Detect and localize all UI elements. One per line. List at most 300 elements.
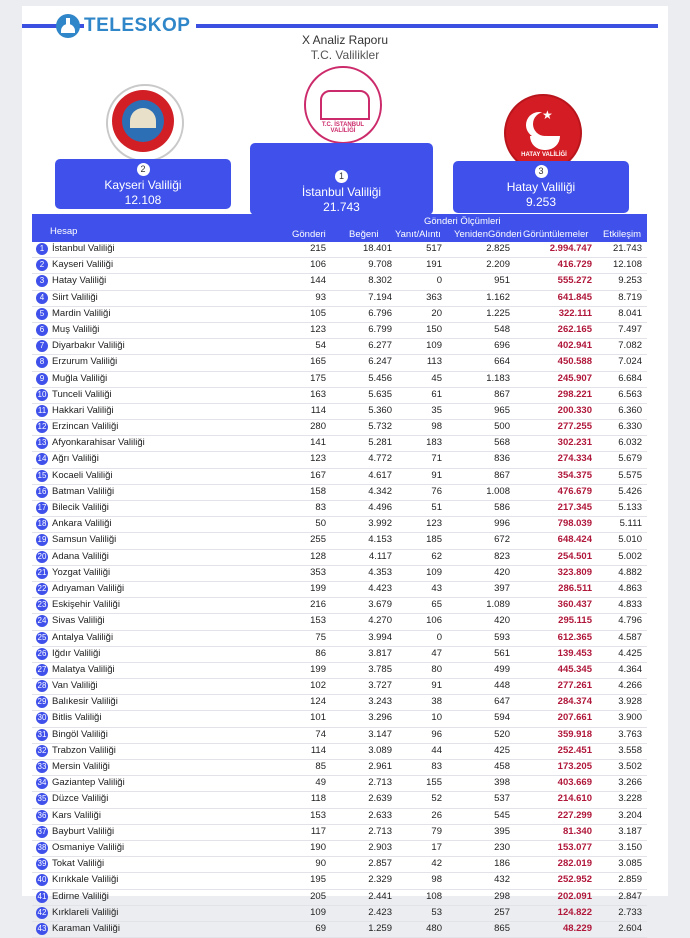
row-views: 200.330 xyxy=(557,404,592,416)
row-replies: 42 xyxy=(431,858,442,870)
row-likes: 4.496 xyxy=(368,502,392,513)
row-rank-badge: 28 xyxy=(37,681,47,691)
row-views: 81.340 xyxy=(562,825,592,837)
row-engagement: 12.108 xyxy=(612,259,642,271)
podium-score: 21.743 xyxy=(323,200,360,214)
row-account-name: Karaman Valiliği xyxy=(52,922,120,934)
row-views: 252.952 xyxy=(557,874,592,886)
row-engagement: 3.502 xyxy=(618,761,642,772)
row-replies: 47 xyxy=(431,647,442,659)
row-account-name: Trabzon Valiliği xyxy=(52,744,116,756)
row-posts: 86 xyxy=(315,647,326,659)
row-reposts: 2.825 xyxy=(486,243,510,254)
row-likes: 4.117 xyxy=(368,550,392,562)
row-replies: 10 xyxy=(431,712,442,724)
row-views: 798.039 xyxy=(557,518,592,530)
row-posts: 190 xyxy=(310,841,326,853)
row-reposts: 397 xyxy=(494,582,510,594)
row-engagement: 4.425 xyxy=(618,647,642,659)
row-rank-badge: 43 xyxy=(37,923,47,933)
row-engagement: 4.587 xyxy=(618,631,642,643)
row-rank-badge: 11 xyxy=(37,405,47,415)
row-account-name: Erzincan Valiliği xyxy=(52,421,119,433)
row-account-name: Kayseri Valiliği xyxy=(52,259,114,271)
row-rank-badge: 29 xyxy=(37,697,47,707)
row-reposts: 836 xyxy=(494,453,510,465)
row-replies: 51 xyxy=(431,502,442,513)
row-likes: 3.994 xyxy=(368,631,392,643)
row-engagement: 7.082 xyxy=(618,340,642,352)
row-account-name: Ağrı Valiliği xyxy=(52,453,99,465)
row-account-name: Afyonkarahisar Valiliği xyxy=(52,437,145,449)
podium-account-name: İstanbul Valiliği xyxy=(301,185,382,199)
table-row xyxy=(32,404,647,420)
row-replies: 185 xyxy=(426,534,442,546)
row-account-name: Kırıkkale Valiliği xyxy=(52,874,119,886)
row-account-name: Kocaeli Valiliği xyxy=(52,469,113,481)
row-rank-badge: 19 xyxy=(37,535,47,545)
row-views: 153.077 xyxy=(557,841,592,853)
row-rank-badge: 6 xyxy=(36,324,48,336)
row-views: 202.091 xyxy=(557,890,592,902)
row-rank-badge: 30 xyxy=(37,713,47,723)
row-posts: 353 xyxy=(310,566,326,578)
table-row xyxy=(32,339,647,355)
table-row xyxy=(32,679,647,695)
row-account-name: Bingöl Valiliği xyxy=(52,728,108,740)
row-likes: 6.277 xyxy=(368,340,392,352)
row-rank-badge: 31 xyxy=(37,729,47,739)
row-replies: 79 xyxy=(431,825,442,837)
podium-account-name: Kayseri Valiliği xyxy=(104,178,182,192)
row-views: 227.299 xyxy=(557,809,592,821)
row-replies: 76 xyxy=(431,485,442,497)
row-account-name: Yozgat Valiliği xyxy=(52,566,111,578)
row-reposts: 499 xyxy=(494,663,510,675)
istanbul-emblem-icon xyxy=(304,66,382,144)
row-posts: 123 xyxy=(310,323,326,335)
row-reposts: 568 xyxy=(494,437,510,449)
row-reposts: 1.162 xyxy=(486,291,510,303)
row-views: 277.255 xyxy=(557,421,592,433)
row-replies: 61 xyxy=(431,388,442,400)
table-row xyxy=(32,890,647,906)
row-posts: 199 xyxy=(310,582,326,594)
row-likes: 18.401 xyxy=(362,243,392,254)
header-engagement: Etkileşim xyxy=(603,229,642,240)
table-row xyxy=(32,760,647,776)
row-engagement: 2.859 xyxy=(618,874,642,886)
table-row xyxy=(32,420,647,436)
table-header xyxy=(32,214,647,242)
row-account-name: Muş Valiliği xyxy=(52,323,100,335)
row-posts: 50 xyxy=(315,518,326,530)
row-engagement: 5.010 xyxy=(618,534,642,546)
row-engagement: 4.364 xyxy=(618,663,642,675)
brand-name: TELESKOP xyxy=(84,15,196,37)
row-engagement: 6.360 xyxy=(618,404,642,416)
header-group: Gönderi Ölçümleri xyxy=(424,216,501,227)
row-account-name: Adıyaman Valiliği xyxy=(52,582,125,594)
table-row xyxy=(32,857,647,873)
row-rank-badge: 16 xyxy=(37,486,47,496)
row-views: 284.374 xyxy=(557,696,592,708)
table-row xyxy=(32,436,647,452)
row-reposts: 867 xyxy=(494,469,510,481)
row-rank-badge: 12 xyxy=(37,422,47,432)
row-posts: 199 xyxy=(310,663,326,675)
row-reposts: 965 xyxy=(494,404,510,416)
table-row xyxy=(32,792,647,808)
row-replies: 155 xyxy=(426,777,442,789)
row-replies: 62 xyxy=(431,550,442,562)
row-views: 124.822 xyxy=(557,906,592,918)
row-posts: 105 xyxy=(310,307,326,319)
row-reposts: 420 xyxy=(494,615,510,627)
row-views: 612.365 xyxy=(557,631,592,643)
row-engagement: 21.743 xyxy=(612,243,642,254)
row-likes: 3.785 xyxy=(368,663,392,675)
row-posts: 83 xyxy=(315,502,326,513)
row-posts: 167 xyxy=(310,469,326,481)
row-account-name: Balıkesir Valiliği xyxy=(52,696,118,708)
table-row xyxy=(32,598,647,614)
row-replies: 98 xyxy=(431,421,442,433)
row-likes: 2.857 xyxy=(368,858,392,870)
row-likes: 3.243 xyxy=(368,696,392,708)
report-subtitle: T.C. Valilikler xyxy=(310,48,380,62)
row-posts: 117 xyxy=(310,825,326,837)
table-row xyxy=(32,242,647,258)
row-views: 173.205 xyxy=(557,761,592,772)
row-likes: 3.147 xyxy=(368,728,392,740)
row-replies: 106 xyxy=(426,615,442,627)
row-rank-badge: 10 xyxy=(37,389,47,399)
row-posts: 215 xyxy=(310,243,326,254)
header-reposts: YenidenGönderi xyxy=(454,229,522,240)
row-views: 252.451 xyxy=(557,744,592,756)
table-row xyxy=(32,614,647,630)
row-account-name: Hatay Valiliği xyxy=(52,275,107,287)
row-views: 207.661 xyxy=(557,712,592,724)
table-row xyxy=(32,323,647,339)
podium-rank-badge: 3 xyxy=(535,165,548,178)
row-reposts: 672 xyxy=(494,534,510,546)
row-rank-badge: 2 xyxy=(36,259,48,271)
podium-second xyxy=(55,159,231,209)
row-replies: 20 xyxy=(431,307,442,319)
row-reposts: 395 xyxy=(494,825,510,837)
row-rank-badge: 17 xyxy=(37,503,47,512)
row-replies: 113 xyxy=(426,356,442,368)
row-views: 298.221 xyxy=(557,388,592,400)
table-row xyxy=(32,355,647,371)
row-likes: 2.713 xyxy=(368,777,392,789)
row-reposts: 865 xyxy=(494,922,510,934)
row-likes: 4.772 xyxy=(368,453,392,465)
row-engagement: 8.041 xyxy=(618,307,642,319)
table-row xyxy=(32,776,647,792)
row-views: 323.809 xyxy=(557,566,592,578)
row-engagement: 3.150 xyxy=(618,841,642,853)
row-reposts: 425 xyxy=(494,744,510,756)
row-posts: 114 xyxy=(310,404,326,416)
hatay-emblem-text: HATAY VALİLİĞİ xyxy=(521,152,567,158)
row-rank-badge: 20 xyxy=(37,551,47,561)
row-posts: 175 xyxy=(310,372,326,384)
row-replies: 109 xyxy=(426,340,442,352)
row-engagement: 6.563 xyxy=(618,388,642,400)
table-row xyxy=(32,274,647,290)
row-replies: 35 xyxy=(431,404,442,416)
row-account-name: Iğdır Valiliği xyxy=(52,647,101,659)
table-row xyxy=(32,841,647,857)
header-likes: Beğeni xyxy=(349,229,379,240)
row-replies: 91 xyxy=(431,469,442,481)
row-replies: 83 xyxy=(431,761,442,772)
table-row xyxy=(32,631,647,647)
row-replies: 517 xyxy=(426,243,442,254)
row-posts: 109 xyxy=(310,906,326,918)
row-likes: 4.342 xyxy=(368,485,392,497)
row-rank-badge: 24 xyxy=(37,616,47,626)
row-rank-badge: 32 xyxy=(37,745,47,755)
row-account-name: Bitlis Valiliği xyxy=(52,712,102,724)
table-body xyxy=(32,242,647,938)
row-posts: 124 xyxy=(310,696,326,708)
row-replies: 71 xyxy=(431,453,442,465)
table-row xyxy=(32,906,647,922)
row-account-name: Hakkari Valiliği xyxy=(52,404,114,416)
row-views: 476.679 xyxy=(557,485,592,497)
row-engagement: 6.330 xyxy=(618,421,642,433)
row-posts: 141 xyxy=(310,437,326,449)
row-account-name: Tokat Valiliği xyxy=(52,858,105,870)
hatay-emblem-icon: ★ HATAY VALİLİĞİ xyxy=(504,94,582,172)
row-rank-badge: 21 xyxy=(37,567,47,577)
row-likes: 3.992 xyxy=(368,518,392,530)
row-replies: 96 xyxy=(431,728,442,740)
table-row xyxy=(32,825,647,841)
row-reposts: 594 xyxy=(494,712,510,724)
row-engagement: 3.763 xyxy=(618,728,642,740)
row-replies: 53 xyxy=(431,906,442,918)
table-row xyxy=(32,452,647,468)
row-account-name: İstanbul Valiliği xyxy=(52,243,115,254)
row-replies: 17 xyxy=(431,841,442,853)
row-posts: 90 xyxy=(315,858,326,870)
table-row xyxy=(32,517,647,533)
row-posts: 205 xyxy=(310,890,326,902)
row-likes: 6.799 xyxy=(368,323,392,335)
row-account-name: Eskişehir Valiliği xyxy=(52,599,120,611)
podium-account-name: Hatay Valiliği xyxy=(506,180,576,194)
row-replies: 43 xyxy=(431,582,442,594)
row-account-name: Antalya Valiliği xyxy=(52,631,114,643)
row-likes: 2.903 xyxy=(368,841,392,853)
row-likes: 3.089 xyxy=(368,744,392,756)
row-reposts: 867 xyxy=(494,388,510,400)
row-rank-badge: 5 xyxy=(36,308,48,320)
row-rank-badge: 7 xyxy=(36,340,48,352)
row-views: 445.345 xyxy=(557,663,592,675)
row-likes: 4.270 xyxy=(368,615,392,627)
row-account-name: Muğla Valiliği xyxy=(52,372,108,384)
row-views: 274.334 xyxy=(557,453,592,465)
row-views: 322.111 xyxy=(558,307,592,319)
row-engagement: 4.796 xyxy=(618,615,642,627)
row-account-name: Adana Valiliği xyxy=(52,550,109,562)
row-posts: 123 xyxy=(310,453,326,465)
row-views: 354.375 xyxy=(557,469,592,481)
row-likes: 6.247 xyxy=(368,356,392,368)
row-account-name: Kars Valiliği xyxy=(52,809,101,821)
row-views: 262.165 xyxy=(557,323,592,335)
row-likes: 5.281 xyxy=(368,437,392,449)
row-posts: 165 xyxy=(310,356,326,368)
row-account-name: Erzurum Valiliği xyxy=(52,356,118,368)
row-account-name: Bayburt Valiliği xyxy=(52,825,115,837)
row-likes: 1.259 xyxy=(368,922,392,934)
row-engagement: 3.900 xyxy=(618,712,642,724)
row-views: 282.019 xyxy=(557,858,592,870)
row-posts: 101 xyxy=(310,712,326,724)
row-engagement: 8.719 xyxy=(618,291,642,303)
row-likes: 2.961 xyxy=(368,761,392,772)
row-rank-badge: 35 xyxy=(37,794,47,804)
table-row xyxy=(32,501,647,517)
row-rank-badge: 40 xyxy=(37,875,47,885)
row-replies: 0 xyxy=(436,631,442,643)
row-reposts: 2.209 xyxy=(486,259,510,271)
table-row xyxy=(32,582,647,598)
row-posts: 102 xyxy=(310,680,326,692)
row-engagement: 2.847 xyxy=(618,890,642,902)
row-views: 450.588 xyxy=(557,356,592,368)
istanbul-emblem-text: T.C. İSTANBUL VALİLİĞİ xyxy=(321,122,365,134)
row-likes: 4.617 xyxy=(368,469,392,481)
row-likes: 7.194 xyxy=(368,291,392,303)
row-rank-badge: 13 xyxy=(37,438,47,448)
row-views: 277.261 xyxy=(557,680,592,692)
row-engagement: 6.032 xyxy=(618,437,642,449)
row-rank-badge: 37 xyxy=(37,826,47,836)
row-reposts: 1.008 xyxy=(486,485,510,497)
row-account-name: Ankara Valiliği xyxy=(52,518,112,530)
row-replies: 480 xyxy=(426,922,442,934)
report-sheet xyxy=(22,6,668,934)
row-posts: 255 xyxy=(310,534,326,546)
row-views: 2.994.747 xyxy=(549,243,592,254)
row-replies: 109 xyxy=(426,566,442,578)
row-reposts: 298 xyxy=(494,890,510,902)
row-views: 416.729 xyxy=(557,259,592,271)
row-rank-badge: 36 xyxy=(37,810,47,820)
row-replies: 98 xyxy=(431,874,442,886)
row-posts: 93 xyxy=(315,291,326,303)
row-engagement: 4.882 xyxy=(618,566,642,578)
table-row xyxy=(32,307,647,323)
row-account-name: Düzce Valiliği xyxy=(52,793,109,805)
row-views: 48.229 xyxy=(562,922,592,934)
row-rank-badge: 23 xyxy=(37,600,47,610)
row-account-name: Van Valiliği xyxy=(52,680,98,692)
row-likes: 3.817 xyxy=(368,647,392,659)
row-posts: 49 xyxy=(315,777,326,789)
row-likes: 5.732 xyxy=(368,421,392,433)
row-reposts: 1.183 xyxy=(486,372,510,384)
row-engagement: 6.684 xyxy=(618,372,642,384)
row-likes: 2.329 xyxy=(368,874,392,886)
row-engagement: 3.187 xyxy=(618,825,642,837)
row-rank-badge: 4 xyxy=(36,292,48,304)
row-reposts: 458 xyxy=(494,761,510,772)
row-replies: 108 xyxy=(426,890,442,902)
row-reposts: 520 xyxy=(494,728,510,740)
row-account-name: Batman Valiliği xyxy=(52,485,115,497)
row-views: 641.845 xyxy=(557,291,592,303)
row-likes: 4.153 xyxy=(368,534,392,546)
row-rank-badge: 38 xyxy=(37,842,47,852)
row-reposts: 545 xyxy=(494,809,510,821)
table-row xyxy=(32,809,647,825)
header-posts: Gönderi xyxy=(292,229,326,240)
row-reposts: 448 xyxy=(494,680,510,692)
row-reposts: 257 xyxy=(494,906,510,918)
row-engagement: 4.863 xyxy=(618,582,642,594)
row-engagement: 5.002 xyxy=(618,550,642,562)
row-posts: 195 xyxy=(310,874,326,886)
row-engagement: 3.558 xyxy=(618,744,642,756)
row-reposts: 664 xyxy=(494,356,510,368)
row-rank-badge: 41 xyxy=(37,891,47,901)
row-posts: 163 xyxy=(310,388,326,400)
row-posts: 69 xyxy=(315,922,326,934)
row-views: 403.669 xyxy=(557,777,592,789)
header-replies: Yanıt/Alıntı xyxy=(395,229,441,240)
row-account-name: Sivas Valiliği xyxy=(52,615,105,627)
row-likes: 2.441 xyxy=(368,890,392,902)
table-row xyxy=(32,291,647,307)
row-replies: 80 xyxy=(431,663,442,675)
podium-rank-badge: 1 xyxy=(335,170,348,183)
row-rank-badge: 42 xyxy=(37,907,47,917)
row-posts: 144 xyxy=(310,275,326,287)
table-row xyxy=(32,469,647,485)
row-views: 360.437 xyxy=(557,599,592,611)
row-engagement: 7.497 xyxy=(618,323,642,335)
row-posts: 153 xyxy=(310,615,326,627)
table-row xyxy=(32,388,647,404)
row-engagement: 3.204 xyxy=(618,809,642,821)
row-likes: 4.353 xyxy=(368,566,392,578)
row-engagement: 7.024 xyxy=(618,356,642,368)
row-views: 286.511 xyxy=(558,582,592,594)
row-replies: 191 xyxy=(426,259,442,271)
row-posts: 118 xyxy=(310,793,326,805)
row-account-name: Diyarbakır Valiliği xyxy=(52,340,125,352)
podium-third xyxy=(453,161,629,213)
row-likes: 3.727 xyxy=(368,680,392,692)
report-title: X Analiz Raporu xyxy=(301,33,389,47)
row-engagement: 3.928 xyxy=(618,696,642,708)
row-rank-badge: 18 xyxy=(37,519,47,529)
table-row xyxy=(32,550,647,566)
row-likes: 5.635 xyxy=(368,388,392,400)
row-reposts: 951 xyxy=(494,275,510,287)
row-reposts: 696 xyxy=(494,340,510,352)
row-views: 359.918 xyxy=(557,728,592,740)
